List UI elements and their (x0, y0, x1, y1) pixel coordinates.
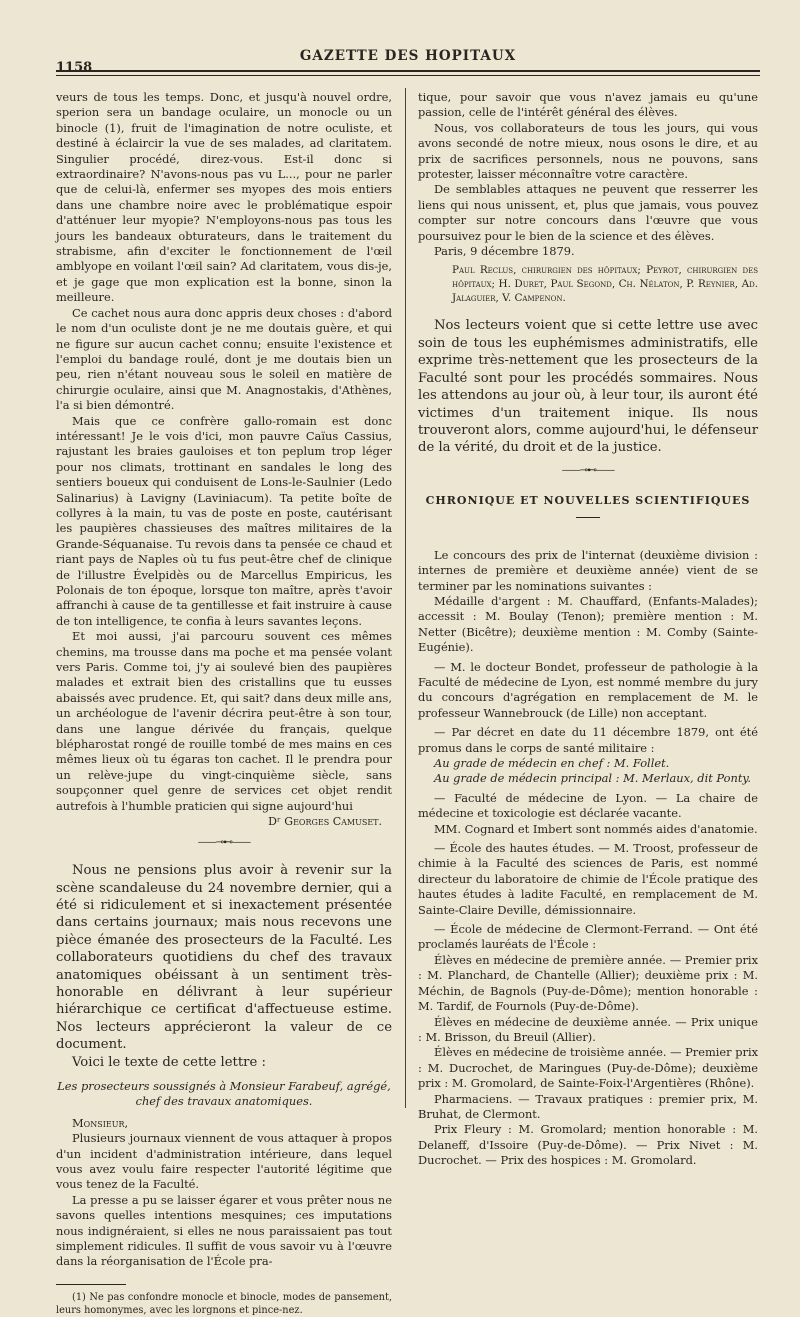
news-item: Au grade de médecin principal : M. Merlaux, dit Ponty. (434, 771, 751, 786)
letter-date: Paris, 9 décembre 1879. (434, 244, 575, 259)
news-item: Au grade de médecin en chef : M. Follet. (434, 756, 670, 770)
page-header (56, 42, 760, 82)
news-item: Pharmaciens. — Travaux pratiques : premier prix, M. Bruhat, de Clermont. (418, 1091, 758, 1121)
editorial-paragraph: Voici le texte de cette lettre : (72, 1054, 266, 1070)
ornament-divider: ——⊸⊷—— (197, 837, 251, 849)
letter-signatories: Paul Reclus, chirurgien des hôpitaux; Peyrot, chirurgien des hôpitaux; H. Duret, Paul Segond, Ch. Nélaton, P. Reynier, Ad. Jalaguier, V. Campenon. (452, 264, 758, 305)
paragraph: Mais que ce confrère gallo-romain est donc intéressant! Je le vois d'ici, mon pauvre Caïus Cassius, rajustant les braies gauloises et ton peplum trop léger pour nos climats, trottinant en sandales le long des sentiers boueux qui conduisent de Lons-le-Saulnier (Ledo Salinarius) à Lavigny (Laviniacum). Ta petite boîte de collyres à la main, tu vas de poste en poste, cautérisant les paupières chassieuses des maîtres militaires de la Grande-Séquanaise. Tu revois dans ta pensée ce chaud et riant pays de Naples où tu fus peut-être chef de clinique de l'illustre Évelpidès ou de Marcellus Empiricus, les Polonais de ton époque, lorsque ton maître, après t'avoir affranchi à cause de ta gentillesse et fait instruire à cause de ton intelligence, te confia à leurs savantes leçons. (56, 413, 392, 628)
newspaper-title: GAZETTE DES HOPITAUX (299, 48, 517, 64)
news-item: Prix Fleury : M. Gromolard; mention honorable : M. Delaneff, d'Issoire (Puy-de-Dôme). — Prix Nivet : M. Ducrochet. — Prix des hospices : M. Gromolard. (418, 1122, 758, 1168)
letter-heading: Les prosecteurs soussignés à Monsieur Farabeuf, agrégé, chef des travaux anatomiques. (57, 1078, 391, 1109)
news-item: — Par décret en date du 11 décembre 1879, ont été promus dans le corps de santé militaire : (418, 725, 758, 755)
footnote: (1) Ne pas confondre monocle et binocle, modes de pansement, leurs homonymes, avec les lorgnons et pince-nez. (56, 1291, 392, 1316)
editorial-paragraph: Nous ne pensions plus avoir à revenir sur la scène scandaleuse du 24 novembre dernier, qui a été si ridiculement et si inexactement présentée dans certains journaux; mais nous recevons une pièce émanée des prosecteurs de la Faculté. Les collaborateurs quotidiens du chef des travaux anatomiques obéissant à un sentiment très-honorable en délivrant à leur supérieur hiérarchique ce certificat d'affectueuse estime. Nos lecteurs apprécieront la valeur de ce document. (56, 863, 392, 1053)
news-item: MM. Cognard et Imbert sont nommés aides d'anatomie. (434, 821, 758, 836)
letter-paragraph: De semblables attaques ne peuvent que resserrer les liens qui nous unissent, et, plus que jamais, vous pouvez compter sur notre concours dans l'œuvre que vous poursuivez pour le bien de la science et des élèves. (418, 182, 758, 243)
letter-paragraph: tique, pour savoir que vous n'avez jamais eu qu'une passion, celle de l'intérêt général des élèves. (418, 90, 758, 120)
news-item: — École de médecine de Clermont-Ferrand. — Ont été proclamés lauréats de l'École : (418, 922, 758, 952)
letter-paragraph: La presse a pu se laisser égarer et vous prêter nous ne savons quelles intentions mesquines; ces imputations nous indignéraient, si elles ne nous paraissaient pas tout simplement ridicules. Il suffit de vous savoir vu à l'œuvre dans la réorganisation de l'École pra- (56, 1192, 392, 1269)
footnote-rule (56, 1284, 126, 1285)
news-item: Le concours des prix de l'internat (deuxième division : internes de première et deuxième année) vient de se terminer par les nominations suivantes : (418, 547, 758, 593)
news-item: Élèves en médecine de deuxième année. — Prix unique : M. Brisson, du Breuil (Allier). (418, 1014, 758, 1044)
ornament-divider: ——⊸⊷—— (561, 464, 615, 476)
news-item: — École des hautes études. — M. Troost, professeur de chimie à la Faculté des sciences de Paris, est nommé directeur du laboratoire de chimie de l'École pratique des hautes études à ladite Faculté, en remplacement de M. Sainte-Claire Deville, démissionnaire. (418, 841, 758, 917)
paragraph: Et moi aussi, j'ai parcouru souvent ces mêmes chemins, ma trousse dans ma poche et ma pensée volant vers Paris. Comme toi, j'y ai soulevé bien des paupières malades et extrait bien des cristallins que tu eusses abaissés avec prudence. Et, qui sait? dans deux mille ans, un archéologue de l'avenir décrira peut-être à son tour, dans une langue dérivée du français, quelque blépharostat rongé de rouille tombé de mes mains en ces mêmes lieux où tu égaras ton cachet. Il le prendra pour un relève-jupe du vingt-cinquième siècle, sans soupçonner quel genre de services cet objet rendit autrefois à l'humble praticien qui signe aujourd'hui (56, 629, 392, 813)
left-column (56, 90, 392, 1317)
section-title: CHRONIQUE ET NOUVELLES SCIENTIFIQUES (425, 493, 751, 507)
section-rule (576, 517, 600, 518)
news-item: — M. le docteur Bondet, professeur de pathologie à la Faculté de médecine de Lyon, est nommé membre du jury du concours d'agrégation en remplacement de M. le professeur Wannebrouck (de Lille) non acceptant. (418, 659, 758, 720)
letter-salutation: Monsieur, (72, 1115, 129, 1130)
column-divider (405, 88, 406, 1108)
news-item: Élèves en médecine de première année. — Premier prix : M. Planchard, de Chantelle (Allier); deuxième prix : M. Méchin, de Bagnols (Puy-de-Dôme); mention honorable : M. Tardif, de Fournols (Puy-de-Dôme). (418, 952, 758, 1014)
author-signature: Dʳ Georges Camuset. (268, 815, 382, 829)
letter-paragraph: Plusieurs journaux viennent de vous attaquer à propos d'un incident d'administration intérieure, dans lequel vous avez voulu faire respecter l'autorité légitime que vous tenez de la Faculté. (56, 1131, 392, 1192)
letter-paragraph: Nous, vos collaborateurs de tous les jours, qui vous avons secondé de notre mieux, nous osons le dire, et au prix de sacrifices personnels, nous ne pouvons, sans protester, laisser méconnaître votre caractère. (418, 120, 758, 182)
header-rule (56, 70, 760, 72)
page-number: 1158 (56, 60, 93, 75)
news-item: — Faculté de médecine de Lyon. — La chaire de médecine et toxicologie est déclarée vacante. (418, 790, 758, 821)
news-item: Médaille d'argent : M. Chauffard, (Enfants-Malades); accessit : M. Boulay (Tenon); première mention : M. Netter (Bicêtre); deuxième mention : M. Comby (Sainte-Eugénie). (418, 593, 758, 655)
editorial-paragraph: Nos lecteurs voient que si cette lettre use avec soin de tous les euphémismes administratifs, elle exprime très-nettement que les prosecteurs de la Faculté sont pour les procédés sommaires. Nous les attendons au jour où, à leur tour, ils auront été victimes d'un traitement inique. Ils nous trouveront alors, comme aujourd'hui, le défenseur de la vérité, du droit et de la justice. (418, 318, 758, 456)
paragraph: veurs de tous les temps. Donc, et jusqu'à nouvel ordre, sperion sera un bandage oculaire, un monocle ou un binocle (1), fruit de l'imagination de notre oculiste, et destiné à éclaircir la vue de ses malades, ad claritatem. Singulier procédé, direz-vous. Est-il donc si extraordinaire? N'avons-nous pas vu L..., pour ne parler que de celui-là, enfermer ses myopes des mois entiers dans une chambre noire avec le problématique espoir d'atténuer leur myopie? N'employons-nous pas tous les jours les bandeaux obturateurs, dans le traitement du strabisme, afin d'exciter le fonctionnement de l'œil amblyope en voilant l'œil sain? Ad claritatem, vous dis-je, et je gage que mon explication est la bonne, sinon la meilleure. (56, 90, 392, 305)
right-column (418, 90, 758, 1169)
news-item: Élèves en médecine de troisième année. — Premier prix : M. Ducrochet, de Maringues (Puy-de-Dôme); deuxième prix : M. Gromolard, de Sainte-Foix-l'Argentières (Rhône). (418, 1045, 759, 1091)
paragraph: Ce cachet nous aura donc appris deux choses : d'abord le nom d'un oculiste dont je ne me doutais guère, et qui ne figure sur aucun cachet connu; ensuite l'existence et l'emploi du bandage roulé, dont je me doutais bien un peu, rien n'étant nouveau sous le soleil en matière de chirurgie oculaire, ainsi que M. Anagnostakis, d'Athènes, l'a si bien démontré. (56, 305, 392, 413)
header-rule-thin (56, 75, 760, 76)
